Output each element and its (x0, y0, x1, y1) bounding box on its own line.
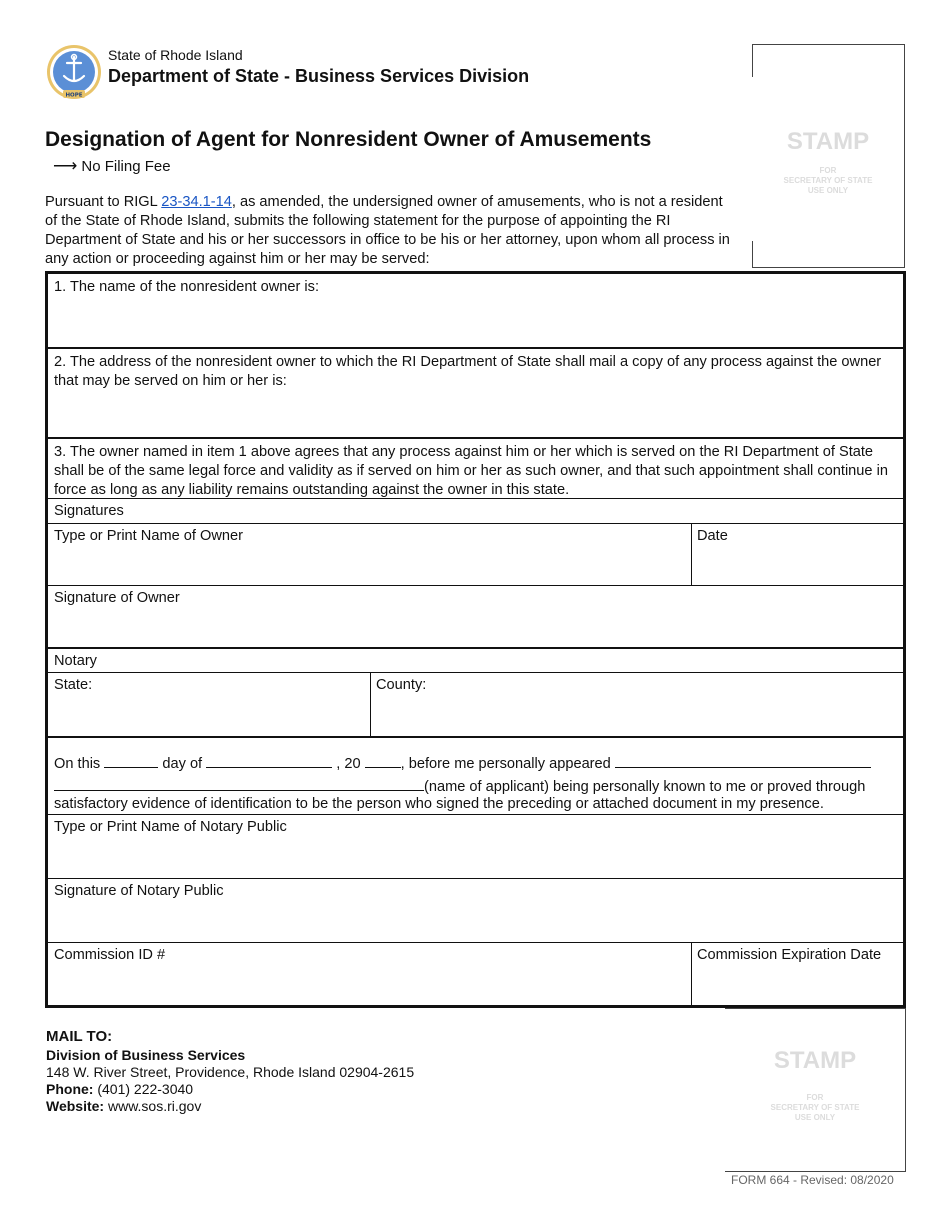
commission-id-label: Commission ID # (54, 947, 166, 963)
appeared-name-blank[interactable] (615, 753, 871, 768)
notary-name-row (48, 814, 903, 878)
stamp-sub-1-bottom: FOR (806, 1093, 824, 1102)
acknowledgment-row (48, 736, 903, 814)
date-label: Date (697, 528, 728, 544)
stamp-sub-1: FOR (819, 166, 837, 175)
filing-fee-label: No Filing Fee (81, 158, 171, 175)
intro-text-end: , as amended, the undersigned owner of amusements, who is not a resident of the State of Rhode Island, submits the following statement for the purpose of appointing the RI Department of State and his or her successors in office to be his or her attorney, upon whom all process in any action or proceeding against him or her may be served: (45, 194, 730, 267)
item-2-label: 2. The address of the nonresident owner to which the RI Department of State shall mail a copy of any process against the owner that may be served on him or her is: (54, 354, 882, 389)
commission-row (48, 942, 903, 1005)
intro-paragraph (45, 193, 735, 269)
notary-heading: Notary (54, 653, 97, 669)
item-1-label: 1. The name of the nonresident owner is: (54, 279, 320, 295)
notary-signature-input[interactable] (54, 905, 898, 939)
owner-address-input[interactable] (54, 397, 898, 435)
signatures-heading: Signatures (54, 503, 124, 519)
stamp-box-bottom (725, 1008, 906, 1172)
stamp-sub-2: SECRETARY OF STATE (783, 176, 873, 185)
item-3-row (48, 437, 903, 498)
date-input[interactable] (697, 550, 901, 582)
notary-name-input[interactable] (54, 841, 898, 875)
commission-expiration-label: Commission Expiration Date (697, 947, 882, 963)
commission-id-input[interactable] (54, 969, 688, 1001)
day-of-text: day of (162, 756, 203, 772)
owner-print-name-label: Type or Print Name of Owner (54, 528, 243, 544)
owner-signature-label: Signature of Owner (54, 590, 180, 606)
form-number: FORM 664 - Revised: 08/2020 (731, 1173, 894, 1187)
owner-signature-row (48, 585, 903, 647)
header-state: State of Rhode Island (108, 47, 243, 63)
applicant-text: (name of applicant) being personally known to me or proved through (424, 779, 866, 795)
filing-fee (53, 156, 171, 176)
state-county-row (48, 672, 903, 736)
owner-name-row (48, 523, 903, 585)
stamp-sub-3: USE ONLY (807, 186, 849, 195)
website-value[interactable]: www.sos.ri.gov (107, 1098, 202, 1114)
signatures-heading-row (48, 498, 903, 523)
header-department: Department of State - Business Services Division (108, 66, 530, 86)
owner-print-name-input[interactable] (54, 550, 688, 582)
notary-state-input[interactable] (54, 699, 363, 733)
year-blank[interactable] (365, 753, 401, 768)
day-blank[interactable] (104, 753, 158, 768)
item-2-row (48, 347, 903, 437)
acknowledgment-line-3: satisfactory evidence of identification to be the person who signed the preceding or attached document in my presence. (54, 796, 824, 812)
notary-county-input[interactable] (376, 699, 900, 733)
phone-label: Phone: (46, 1081, 94, 1097)
acknowledgment-line-2 (54, 776, 899, 797)
rigl-link[interactable]: 23-34.1-14 (161, 194, 232, 210)
notary-state-label: State: (54, 677, 93, 693)
notary-name-label: Type or Print Name of Notary Public (54, 819, 287, 835)
phone-value: (401) 222-3040 (97, 1081, 194, 1097)
item-1-row (48, 274, 903, 347)
stamp-sub-2-bottom: SECRETARY OF STATE (770, 1103, 860, 1112)
notary-heading-row (48, 647, 903, 672)
state-seal-icon (46, 44, 102, 100)
item-3-label: 3. The owner named in item 1 above agrees that any process against him or her which is served on the RI Department of State shall be of the same legal force and validity as if served on him or her as such owner, and that such appointment shall continue in force as long as any liability remains outstanding against the owner in this state. (54, 444, 888, 498)
month-blank[interactable] (206, 753, 332, 768)
stamp-sub-3-bottom: USE ONLY (794, 1113, 836, 1122)
mail-to-phone (46, 1081, 414, 1098)
owner-name-input[interactable] (54, 304, 898, 342)
commission-expiration-input[interactable] (697, 969, 901, 1001)
intro-text-start: Pursuant to RIGL (45, 194, 162, 210)
website-label: Website: (46, 1098, 105, 1114)
form-table (45, 271, 906, 1008)
stamp-box-top (752, 44, 905, 268)
notary-signature-row (48, 878, 903, 942)
mail-to-block (46, 1028, 414, 1115)
appeared-text: , before me personally appeared (400, 756, 611, 772)
on-this-text: On this (54, 756, 101, 772)
acknowledgment-line-1 (54, 753, 899, 774)
stamp-label: STAMP (786, 128, 870, 155)
page-title: Designation of Agent for Nonresident Owner of Amusements (45, 128, 652, 151)
arrow-right-icon: ⟶ (53, 156, 78, 175)
mail-to-website (46, 1098, 414, 1115)
year-prefix-text: , 20 (336, 756, 361, 772)
notary-signature-label: Signature of Notary Public (54, 883, 224, 899)
mail-to-address: 148 W. River Street, Providence, Rhode Island 02904-2615 (46, 1064, 415, 1080)
stamp-label-bottom: STAMP (773, 1047, 857, 1074)
mail-to-heading: MAIL TO: (46, 1028, 113, 1045)
mail-to-division: Division of Business Services (46, 1047, 246, 1063)
owner-signature-input[interactable] (54, 612, 898, 644)
svg-text:HOPE: HOPE (65, 92, 83, 99)
applicant-name-blank[interactable] (54, 776, 424, 791)
notary-county-label: County: (376, 677, 427, 693)
